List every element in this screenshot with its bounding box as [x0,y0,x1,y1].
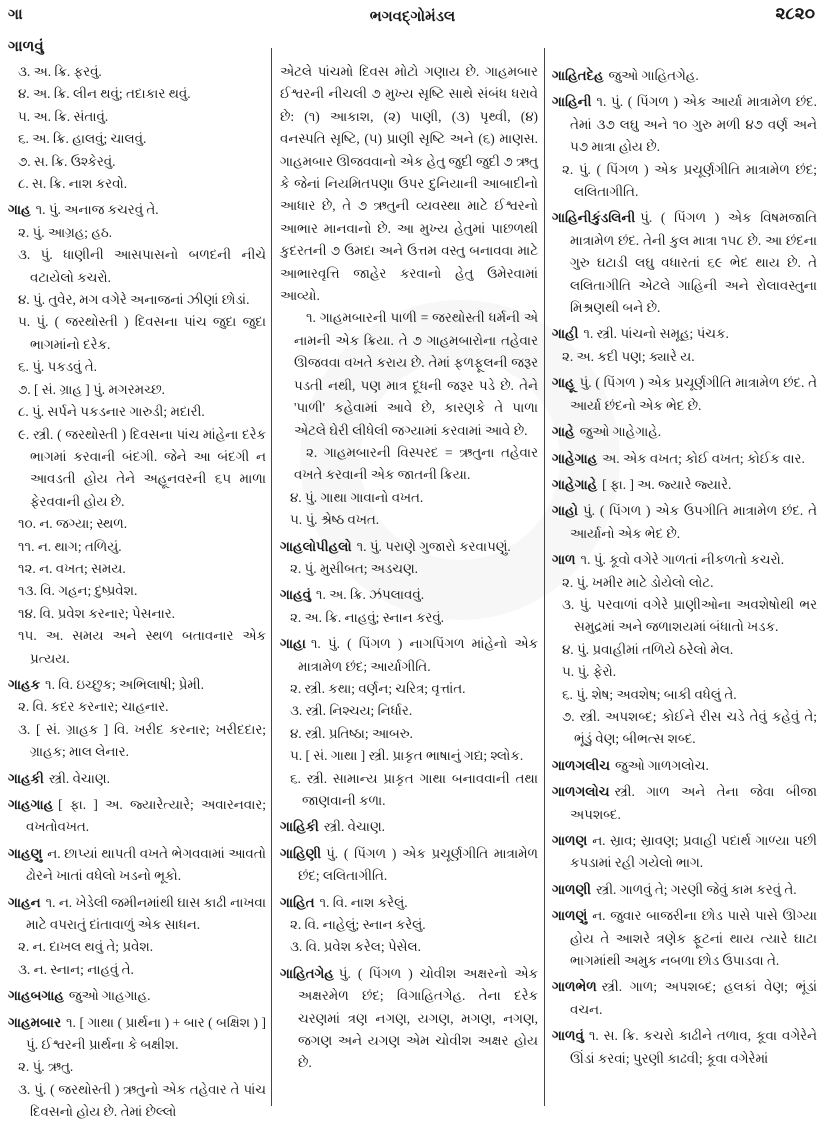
sense-line: ૧૩. વિ. ગહન; દુષ્પ્રવેશ. [18,583,138,599]
dictionary-entry [280,584,538,606]
sense-line: ૭. [ સં. ગ્રાહ ] પું. મગરમચ્છ. [18,381,165,397]
dictionary-entry [552,323,817,345]
sense-line: ૪. સ્ત્રી. પ્રતિષ્ઠા; આબરુ. [290,725,413,741]
dictionary-entry [552,500,817,545]
sense-line: ૧૧. ન. થાગ; તળિયું. [18,538,122,554]
dictionary-entry [552,207,817,319]
definition: જુઓ ગાહિતગેહ. [608,68,699,83]
definition: ૧. પું. કૂવો વગેરે ગાળતાં નીકળતો કચરો. [580,552,785,568]
sense-line: ૪. પું. તુવેર, મગ વગેરે અનાજનાં ઝીણાં છોડાં. [18,292,250,308]
headword: ગાળવું [552,1028,584,1044]
definition: પું. ( પિંગળ ) એક વિષમજાતિ માત્રામેળ છંદ. તેની કુલ માત્રા ૧૫૮ છે. આ છંદના ગુરુ ઘટાડી લઘુ વધારતાં ૬૯ ભેદ થાય છે. તે લલિતાગીતિ એટલે ગાહિની અને રોલાવસ્તુના મિશ્રણથી બને છે. [570,210,817,316]
dictionary-entry [552,905,817,972]
dictionary-entry [8,1012,266,1057]
sense-line: ૫. અ. ક્રિ. સંતાવું. [18,108,109,124]
sense-line: ૨. અ. કદી પણ; ક્યારે ય. [562,348,695,364]
sense-line: ૮. સ. ક્રિ. નાશ કરવો. [18,176,128,192]
dictionary-entry [280,536,538,558]
sense-line: ૫. પું. ફેરો. [562,664,617,680]
sense-line: ૧૨. ન. વખત; સમય. [18,560,126,576]
sense-line: ૨. પું. આગ્રહ; હઠ. [18,224,112,240]
sense-line: ૭. સ. ક્રિ. ઉશ્કેરવું. [18,153,116,169]
dictionary-entry [8,199,266,221]
dictionary-entry [552,421,817,443]
sense-line: ૩. [ સં. ગ્રાહક ] વિ. ખરીદ કરનાર; ખરીદદાર; ગ્રાહક; માલ લેનાર. [18,721,266,760]
headword: ગાહગાહ [8,797,54,812]
definition: [ ફા. ] અ. જ્યારે જ્યારે. [602,476,732,492]
column-2 [280,61,538,1075]
headword: ગાહા [280,636,306,652]
sense-line: ૩. પું. પરવાળાં વગેરે પ્રાણીઓના અવશેષોથી ભર સમુદ્રમાં અને જળાશયમાં બંધાતો ખડક. [562,596,817,635]
headword: ગાહક [8,676,41,692]
sense-line: ૨. પું. ઋતુ. [18,1059,74,1075]
dictionary-entry [552,372,817,417]
sense-line: ૪. અ. ક્રિ. લીન થવું; તદાકાર થવું. [18,86,191,102]
dictionary-entry [552,1025,817,1070]
headword: ગાહી [552,326,579,342]
definition: ન. છાપ્યાં થાપતી વખતે ભેગવવામાં આવતો ઢોરને ખાતાં વધેલો ખડનો ભૂકો. [26,845,266,884]
headword: ગાહણુ [8,845,43,861]
sense-line: ૬. સ્ત્રી. સામાન્ય પ્રાકૃત ગાથા બનાવવાની તથા જાણવાની કળા. [290,770,538,808]
sense-line: ૪. પું. ગાથા ગાવાનો વખત. [290,489,424,505]
definition: સ્ત્રી. ગાળવું તે; ગરણી જેવું કામ કરવું તે. [596,881,797,897]
headword: ગાહન [8,894,41,910]
headword: ગાહે [552,424,575,440]
definition: ૧. પું. ( પિંગળ ) નાગપિંગળ માંહેનો એક માત્રામેળ છંદ; આર્યાગીતિ. [298,636,538,674]
sense-line: ૩. અ. ક્રિ. ફરવું. [18,64,102,79]
definition: ૧. સ્ત્રી. પાંચનો સમૂહ; પંચક. [583,326,729,342]
dictionary-entry [8,892,266,937]
sense-line: ૯. સ્ત્રી. ( જરથોસ્તી ) દિવસના પાંચ માંહેના દરેક ભાગમાં કરવાની બંદગી. જેને આ બંદગી ન આવડતી હોય તેને અહૂનવરની ૬૫ માળા ફેરવવાની હોય છે. [18,426,266,509]
definition: ન. જુવાર બાજરીના છોડ પાસે પાસે ઊગ્યા હોય તે આશરે ત્રણેક ફૂટનાં થાય ત્યારે ઘાટા ભાગમાંથી અમુક નબળા છોડ ઉપાડવા તે. [570,908,817,969]
sense-line: ૬. પું. શેષ; અવશેષ; બાકી વધેલું તે. [562,686,737,702]
headword: ગાહિતગેહ [280,965,334,981]
dictionary-entry [8,794,266,839]
dictionary-entry [552,781,817,826]
dictionary-entry [552,448,817,470]
sense-line: ૫. પું. ( જરથોસ્તી ) દિવસના પાંચ જુદા જુદા ભાગમાંનો દરેક. [18,314,266,352]
sense-line: ૫. [ સં. ગાથા ] સ્ત્રી. પ્રાકૃત ભાષાનું ગદ્ય; શ્લોક. [290,748,524,764]
sense-line: ૧૪. વિ. પ્રવેશ કરનાર; પેસનાર. [18,605,176,621]
dictionary-entry [552,976,817,1021]
dictionary-entry [8,843,266,888]
headword: ગાળણું [552,908,588,924]
sense-line: ૪. પું. પ્રવાહીમાં તળિયે ઠરેલો મેલ. [562,641,734,657]
dictionary-entry [8,768,266,790]
dictionary-entry [280,892,538,914]
headword: ગાહિની [552,94,592,110]
definition: અ. એક વખત; કોઈ વખત; કોઈક વાર. [602,450,805,466]
continued-headword: ગાળવું [8,39,44,55]
definition: ૧. વિ. નાશ કરેલું. [319,894,408,910]
definition: [ ફા. ] અ. જ્યારેત્યારે; અવારનવાર; વખતોવખત. [26,797,266,835]
definition: ૧. પું. અનાજ કચરવું તે. [35,202,159,218]
headword: ગાહેગાહે [552,476,598,492]
paragraph: એટલે પાંચમો દિવસ મોટો ગણાય છે. ગાહમબાર ઈશ્વરની નીચલી ૭ મુખ્ય સૃષ્ટિ સાથે સંબંધ ધરાવે છે: (૧) આકાશ, (૨) પાણી, (૩) પૃથ્વી, (૪) વનસ્પતિ સૃષ્ટિ, (૫) પ્રાણી સૃષ્ટિ અને (૬) માણસ. ગાહમબાર ઊજવવાનો એક હેતુ જુદી જુદી ૭ ઋતુ કે જેનાં નિયમિતપણા ઉપર દુનિયાની આબાદીનો આધાર છે, તે ૭ ઋતુની વ્યવસ્થા માટે ઈશ્વરનો આભાર માનવાનો છે. આ મુખ્ય હેતુમાં પાછળથી કુદરતની ૭ ઉમદા અને ઉત્તમ વસ્તુ બનાવવા માટે આભારવૃત્તિ જાહેર કરવાનો હેતુ ઉમેરવામાં આવ્યો. [280,64,538,304]
header-title: ભગવદ્ગોમંડલ [369,9,456,25]
dictionary-entry [8,674,266,696]
definition: સ્ત્રી. ગાળ અને તેના જેવા બીજા અપશબ્દ. [570,784,817,822]
definition: જુઓ ગાહગાહ. [68,988,151,1004]
sense-line: ૩. પું. ( જરથોસ્તી ) ઋતુનો એક તહેવાર તે પાંચ દિવસનો હોય છે. તેમાં છેલ્લો [18,1081,266,1120]
dictionary-entry [280,633,538,678]
headword: ગાહલોપીહલો [280,538,352,554]
definition: સ્ત્રી. ગાળ; અપશબ્દ; હલકાં વેણ; ભૂંડાં વચન. [570,979,817,1017]
dictionary-entry [280,963,538,1075]
headword: ગાહ [8,202,31,218]
column-divider [544,48,545,1106]
headword: ગાળ [552,552,576,568]
dictionary-entry [280,816,538,838]
headword: ગાહબગાહ [8,988,64,1004]
paragraph: ૨. ગાહમબારની વિસ્પરદ = ઋતુના તહેવાર વખતે કરવાની એક જાતની ક્રિયા. [294,444,538,483]
headword: ગાહકી [8,770,44,786]
headword: ગાહિનીકુંડલિની [552,210,636,226]
sense-line: ૭. સ્ત્રી. અપશબ્દ; કોઈને રીસ ચડે તેવું કહેવું તે; ભૂંડું વેણ; બીભત્સ શબ્દ. [562,708,817,747]
definition: સ્ત્રી. વેચાણ. [48,770,110,786]
definition: પું. ( પિંગળ ) એક પ્રચૂર્ણગીતિ માત્રામેળ છંદ. તે આર્યા છંદનો એક ભેદ છે. [570,375,817,413]
sense-line: ૨. અ. ક્રિ. નાહવું; સ્નાન કરવું. [290,609,445,625]
column-divider [271,48,272,1106]
headword: ગાહિત [280,894,315,910]
sense-line: ૨. વિ. કદર કરનાર; ચાહનાર. [18,699,169,715]
headword: ગાહિતદેહ [552,68,604,83]
headword: ગાળણી [552,881,592,897]
definition: ૧. પું. પરાણે ગુજારો કરવાપણું. [356,538,511,554]
sense-line: ૧૫. અ. સમય અને સ્થળ બતાવનાર એક પ્રત્યય. [18,628,266,666]
dictionary-entry [552,91,817,158]
sense-line: ૨. પું. ( પિંગળ ) એક પ્રચૂર્ણગીતિ માત્રામેળ છંદ; લલિતાગીતિ. [562,161,817,200]
headword: ગાળગલીચ [552,757,610,773]
dictionary-entry [552,549,817,571]
definition: ૧. વિ. ઇચ્છુક; અભિલાષી; પ્રેમી. [45,676,204,692]
headword: ગાહમબાર [8,1014,61,1030]
headword: ગાળણ [552,833,588,848]
sense-line: ૮. પું. સર્પને પકડનાર ગારુડી; મદારી. [18,404,205,420]
definition: ન. સ્રાવ; સ્રાવણ; પ્રવાહી પદાર્થ ગાળ્યા પછી કપડામાં રહી ગયેલો ભાગ. [570,833,817,871]
sense-line: ૩. વિ. પ્રવેશ કરેલ; પેસેલ. [290,939,421,955]
header-section-letter: ગા [8,7,23,23]
paragraph: ૧. ગાહમબારની પાળી = જરથોસ્તી ધર્મની એ નામની એક ક્રિયા. તે ૭ ગાહમબારોના તહેવાર ઊજવવા વખતે કરાય છે. તેમાં ફળફૂલની જરૂર પડતી નથી, પણ માત્ર દૂધની જરૂર પડે છે. તેને 'પાળી' કહેવામાં આવે છે, કારણકે તે પાળા એટલે ઘેરી લીધેલી જગ્યામાં કરવામાં આવે છે. [294,310,538,438]
definition: ૧. સ. ક્રિ. કચરો કાઢીને તળાવ, કૂવા વગેરેને ઊંડાં કરવાં; પુરણી કાઢવી; કૂવા વગેરેમાં [570,1028,817,1066]
definition: ૧. [ ગાથા ( પ્રાર્થના ) + બાર ( બક્ષિશ ) ] પું. ઈશ્વરની પ્રાર્થના કે બક્ષીશ. [26,1014,266,1053]
definition: જુઓ ગાહેગાહે. [579,424,662,440]
definition: પું. ( પિંગળ ) ચોવીશ અક્ષરનો એક અક્ષરમેળ છંદ; વિગાહિતગેહ. તેના દરેક ચરણમાં ત્રણ નગણ, યગણ, મગણ, નગણ, જગણ અને યગણ એમ ચોવીશ અક્ષર હોય છે. [298,965,538,1071]
dictionary-entry [552,474,817,496]
definition: પું. ( પિંગળ ) એક પ્રચૂર્ણગીતિ માત્રામેળ છંદ; લલિતાગીતિ. [298,845,538,884]
sense-line: ૨. ન. દાખલ થવું તે; પ્રવેશ. [18,939,154,955]
dictionary-entry [552,830,817,875]
definition: ૧. પું. ( પિંગળ ) એક આર્યા માત્રામેળ છંદ. તેમાં ૩૭ લઘુ અને ૧૦ ગુરુ મળી ૪૭ વર્ણ અને ૫૭ માત્રા હોય છે. [570,94,817,155]
definition: સ્ત્રી. વેચાણ. [323,819,385,835]
dictionary-entry [280,843,538,888]
headword: ગાહેગાહ [552,450,598,466]
headword: ગાળગલોચ [552,784,610,800]
sense-line: ૬. અ. ક્રિ. હાલવું; ચાલવું. [18,131,147,147]
sense-line: ૫. પું. શ્રેષ્ઠ વખત. [290,512,380,528]
sense-line: ૨. વિ. નાહેલું; સ્નાન કરેલું. [290,917,426,933]
definition: જુઓ ગાળગલોચ. [614,757,709,773]
dictionary-entry [552,65,817,87]
definition: પું. ( પિંગળ ) એક ઉપગીતિ માત્રામેળ છંદ. તે આર્યાનો એક ભેદ છે. [570,503,817,541]
sense-line: ૬. પું. પકડવું તે. [18,359,97,375]
headword: ગાહૂ [552,375,575,391]
headword: ગાહવું [280,587,311,603]
sense-line: ૩. ન. સ્નાન; નાહવું તે. [18,961,134,977]
headword: ગાળભેળ [552,979,597,995]
dictionary-entry [8,985,266,1007]
headword: ગાહો [552,503,578,519]
dictionary-entry [552,755,817,777]
headword: ગાહિકી [280,819,319,835]
dictionary-entry [552,879,817,901]
sense-line: ૩. પું. ધાણીની આસપાસનો બળદની નીચે વટાયેલો કચરો. [18,247,266,285]
sense-line: ૩. સ્ત્રી. નિશ્ચય; નિર્ધાર. [290,703,413,719]
headword: ગાહિણી [280,845,322,861]
sense-line: ૨. પું. ખમીર માટે ડોયેલો લોટ. [562,574,714,590]
definition: ૧. ન. ખેડેલી જમીનમાંથી ઘાસ કાઢી નાખવા માટે વપરાતું દાંતાવાળું એક સાધન. [26,894,266,933]
sense-line: ૨. સ્ત્રી. કથા; વર્ણન; ચરિત્ર; વૃત્તાંત. [290,680,466,696]
page-number: ૨૮૨૦ [775,4,815,23]
definition: ૧. અ. ક્રિ. ઝંપલાવવું. [315,587,425,603]
sense-line: ૨. પું. મુસીબત; અડચણ. [290,560,418,576]
column-1 [8,61,266,1124]
sense-line: ૧૦. ન. જગ્યા; સ્થળ. [18,516,128,532]
column-3 [552,61,817,1070]
